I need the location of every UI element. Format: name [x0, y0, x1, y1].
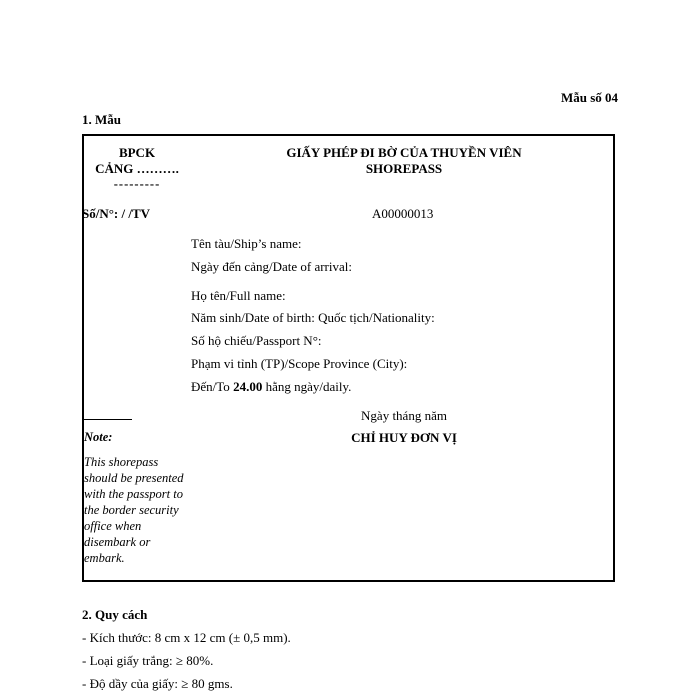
spec-paper-weight: - Độ dầy của giấy: ≥ 80 gms. [82, 676, 233, 691]
spec-paper-type: - Loại giấy trắng: ≥ 80%. [82, 653, 214, 668]
serial-number: A00000013 [372, 206, 434, 221]
shorepass-form [82, 134, 615, 582]
date-line: Ngày tháng năm [361, 408, 447, 423]
field-until-suffix: hằng ngày/daily. [262, 379, 352, 394]
field-ship-name: Tên tàu/Ship’s name: [191, 236, 302, 251]
field-arrival-date: Ngày đến cảng/Date of arrival: [191, 259, 352, 274]
title-en: SHOREPASS [365, 161, 443, 176]
field-birth-nationality: Năm sinh/Date of birth: Quốc tịch/Nationality: [191, 310, 435, 325]
authority-dashes: --------- [113, 177, 161, 191]
note-text: This shorepass should be presented with the passport to the border security office when disembark or embark. [84, 455, 184, 565]
form-number: Mẫu số 04 [560, 90, 618, 105]
commander-title: CHỈ HUY ĐƠN VỊ [351, 430, 457, 445]
signature-line [84, 419, 132, 420]
number-label: Số/N°: / /TV [82, 206, 151, 221]
authority-line1: BPCK [118, 145, 156, 160]
field-passport: Số hộ chiếu/Passport N°: [191, 333, 322, 348]
section2-heading: 2. Quy cách [82, 607, 148, 622]
authority-line2: CẢNG ………. [95, 161, 179, 176]
field-until [191, 379, 351, 395]
field-full-name: Họ tên/Full name: [191, 288, 286, 303]
field-until-time: 24.00 [233, 379, 263, 394]
field-until-prefix: Đến/To [191, 379, 234, 394]
section1-heading: 1. Mẫu [82, 112, 121, 127]
note-label: Note: [84, 430, 113, 444]
title-vi: GIẤY PHÉP ĐI BỜ CỦA THUYỀN VIÊN [286, 145, 522, 160]
spec-size: - Kích thước: 8 cm x 12 cm (± 0,5 mm). [82, 630, 291, 645]
field-scope: Phạm vi tỉnh (TP)/Scope Province (City): [191, 356, 408, 371]
